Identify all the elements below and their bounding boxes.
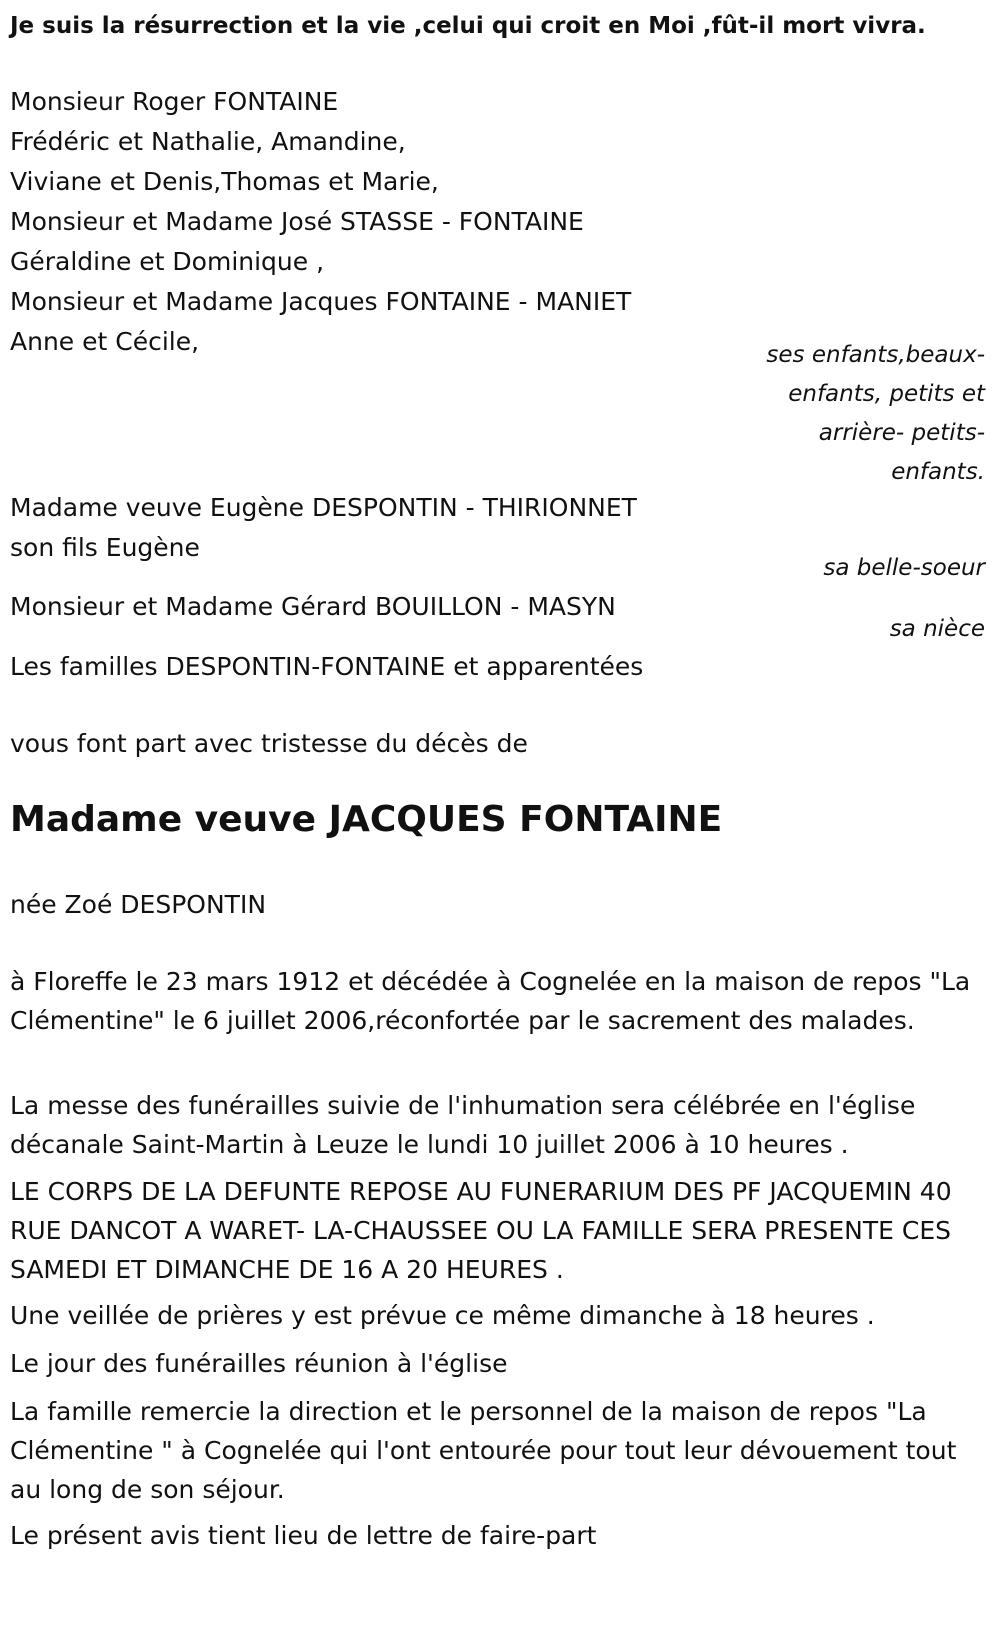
- announcement-intro: [10, 724, 528, 764]
- family-line: Madame veuve Eugène DESPONTIN - THIRIONNET: [10, 493, 637, 522]
- meeting-paragraph: Le jour des funérailles réunion à l'église: [10, 1349, 508, 1378]
- intro-line: vous font part avec tristesse du décès de: [10, 729, 528, 758]
- family-line: son fils Eugène: [10, 533, 200, 562]
- relation-sister-in-law: sa belle-soeur: [823, 555, 985, 581]
- maiden-name-line: née Zoé DESPONTIN: [10, 890, 267, 919]
- scripture-verse: Je suis la résurrection et la vie ,celui qui croit en Moi ,fût-il mort vivra.: [10, 13, 926, 39]
- birth-death-paragraph: à Floreffe le 23 mars 1912 et décédée à Cognelée en la maison de repos "La Clémentine" le 6 juillet 2006,réconfortée par le sacrement des malades.: [10, 967, 971, 1035]
- relation-line: ses enfants,beaux-: [766, 342, 985, 368]
- family-line: Anne et Cécile,: [10, 327, 200, 356]
- family-line: Monsieur et Madame Gérard BOUILLON - MASYN: [10, 592, 616, 621]
- obituary-notice: [10, 0, 985, 1635]
- family-group-children: [10, 82, 631, 362]
- family-line: Monsieur et Madame Jacques FONTAINE - MANIET: [10, 287, 632, 316]
- deceased-name: Madame veuve JACQUES FONTAINE: [10, 799, 723, 840]
- family-line: Les familles DESPONTIN-FONTAINE et apparentées: [10, 652, 644, 681]
- family-group-sister-in-law: [10, 488, 637, 568]
- funeral-mass-paragraph: La messe des funérailles suivie de l'inhumation sera célébrée en l'église décanale Saint-Martin à Leuze le lundi 10 juillet 2006 à 10 heures .: [10, 1091, 916, 1159]
- family-group-niece: [10, 587, 616, 627]
- family-line: Géraldine et Dominique ,: [10, 247, 325, 276]
- prayer-vigil-paragraph: Une veillée de prières y est prévue ce même dimanche à 18 heures .: [10, 1301, 875, 1330]
- family-group-related-families: [10, 647, 643, 687]
- relation-line: enfants, petits et: [788, 381, 985, 407]
- funerarium-paragraph: LE CORPS DE LA DEFUNTE REPOSE AU FUNERARIUM DES PF JACQUEMIN 40 RUE DANCOT A WARET- LA-CHAUSSEE OU LA FAMILLE SERA PRESENTE CES SAMEDI ET DIMANCHE DE 16 A 20 HEURES .: [10, 1177, 952, 1284]
- relation-line: enfants.: [891, 459, 985, 485]
- relation-children: [766, 336, 985, 492]
- family-line: Frédéric et Nathalie, Amandine,: [10, 127, 406, 156]
- thanks-paragraph: La famille remercie la direction et le personnel de la maison de repos "La Clémentine " à Cognelée qui l'ont entourée pour tout leur dévouement tout au long de son séjour.: [10, 1397, 957, 1504]
- family-line: Monsieur et Madame José STASSE - FONTAINE: [10, 207, 584, 236]
- family-line: Viviane et Denis,Thomas et Marie,: [10, 167, 439, 196]
- maiden-name: [10, 885, 266, 925]
- family-line: Monsieur Roger FONTAINE: [10, 87, 339, 116]
- relation-line: arrière- petits-: [818, 420, 985, 446]
- closing-paragraph: Le présent avis tient lieu de lettre de faire-part: [10, 1521, 597, 1550]
- relation-niece: sa nièce: [889, 616, 985, 642]
